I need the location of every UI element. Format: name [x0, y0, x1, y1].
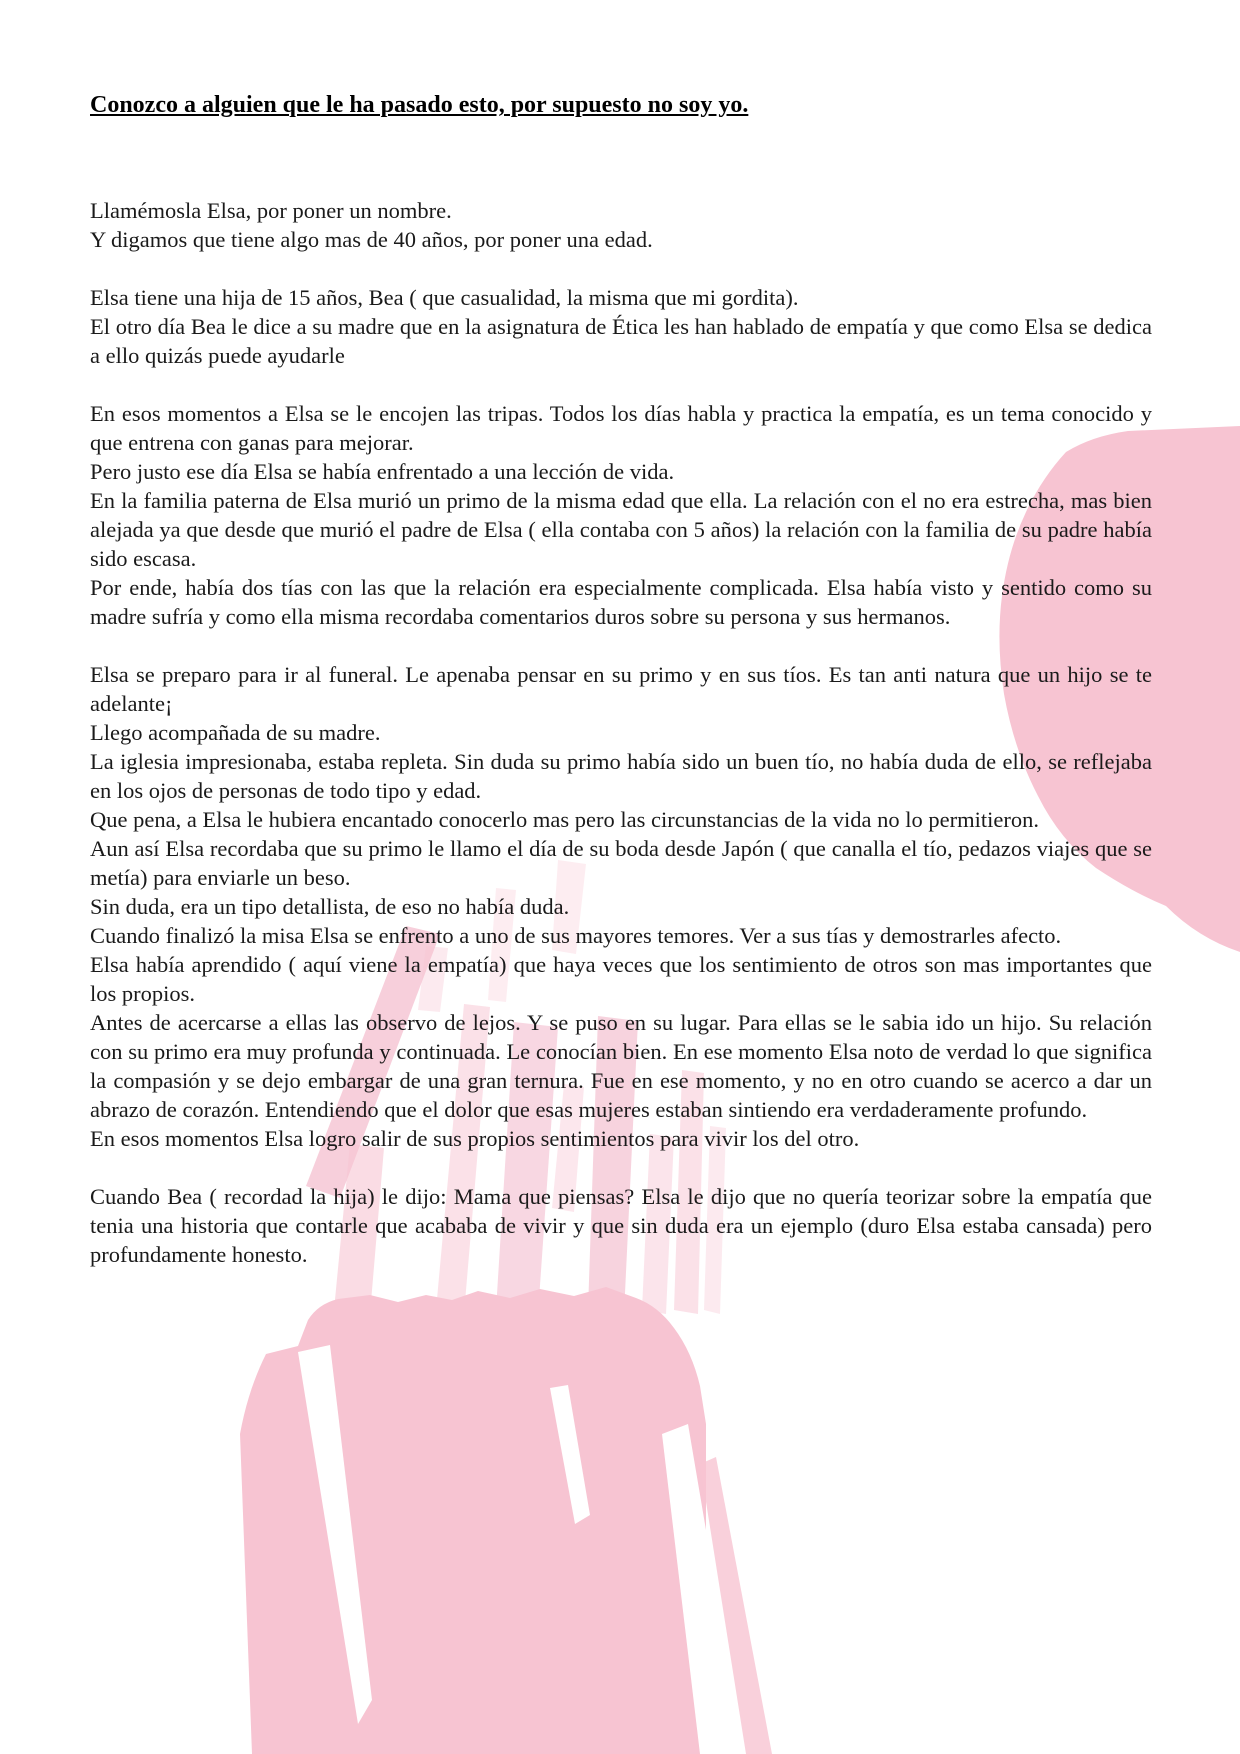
- text-line: Cuando finalizó la misa Elsa se enfrento a uno de sus mayores temores. Ver a sus tías y demostrarles afecto.: [90, 923, 1062, 948]
- text-line: En la familia paterna de Elsa murió un primo de la misma edad que ella. La relación con el no era estrecha, mas bien alejada ya que desde que murió el padre de Elsa ( ella contaba con 5 años) la relación con la familia de su padre había sido escasa.: [90, 488, 1152, 571]
- document-title: Conozco a alguien que le ha pasado esto, por supuesto no soy yo.: [90, 92, 749, 118]
- paragraphs: [90, 196, 1152, 1269]
- text-line: Cuando Bea ( recordad la hija) le dijo: Mama que piensas? Elsa le dijo que no quería teorizar sobre la empatía que tenia una historia que contarle que acababa de vivir y que sin duda era un ejemplo (duro Elsa estaba cansada) pero profundamente honesto.: [90, 1184, 1152, 1267]
- text-line: Elsa había aprendido ( aquí viene la empatía) que haya veces que los sentimiento de otros son mas importantes que los propios.: [90, 952, 1152, 1006]
- text-line: Llego acompañada de su madre.: [90, 720, 381, 745]
- text-line: Y digamos que tiene algo mas de 40 años, por poner una edad.: [90, 227, 653, 252]
- text-line: Pero justo ese día Elsa se había enfrentado a una lección de vida.: [90, 459, 675, 484]
- text-line: Elsa se preparo para ir al funeral. Le apenaba pensar en su primo y en sus tíos. Es tan anti natura que un hijo se te adelante¡: [90, 662, 1152, 716]
- paragraph: [90, 196, 1152, 254]
- paragraph: [90, 399, 1152, 631]
- text-line: El otro día Bea le dice a su madre que en la asignatura de Ética les han hablado de empatía y que como Elsa se dedica a ello quizás puede ayudarle: [90, 314, 1152, 368]
- text-line: Llamémosla Elsa, por poner un nombre.: [90, 198, 452, 223]
- text-line: Aun así Elsa recordaba que su primo le llamo el día de su boda desde Japón ( que canalla el tío, pedazos viajes que se metía) para enviarle un beso.: [90, 836, 1152, 890]
- text-line: La iglesia impresionaba, estaba repleta. Sin duda su primo había sido un buen tío, no había duda de ello, se reflejaba en los ojos de personas de todo tipo y edad.: [90, 749, 1152, 803]
- text-line: En esos momentos Elsa logro salir de sus propios sentimientos para vivir los del otro.: [90, 1126, 860, 1151]
- text-line: Elsa tiene una hija de 15 años, Bea ( que casualidad, la misma que mi gordita).: [90, 285, 799, 310]
- text-line: Que pena, a Elsa le hubiera encantado conocerlo mas pero las circunstancias de la vida no lo permitieron.: [90, 807, 1039, 832]
- paragraph: [90, 283, 1152, 370]
- text-line: En esos momentos a Elsa se le encojen las tripas. Todos los días habla y practica la empatía, es un tema conocido y que entrena con ganas para mejorar.: [90, 401, 1152, 455]
- text-line: Sin duda, era un tipo detallista, de eso no había duda.: [90, 894, 570, 919]
- document-content: [90, 90, 1152, 1298]
- text-line: Antes de acercarse a ellas las observo de lejos. Y se puso en su lugar. Para ellas se le sabia ido un hijo. Su relación con su primo era muy profunda y continuada. Le conocían bien. En ese momento Elsa noto de verdad lo que significa la compasión y se dejo embargar de una gran ternura. Fue en ese momento, y no en otro cuando se acerco a dar un abrazo de corazón. Entendiendo que el dolor que esas mujeres estaban sintiendo era verdaderamente profundo.: [90, 1010, 1152, 1122]
- text-line: Por ende, había dos tías con las que la relación era especialmente complicada. Elsa había visto y sentido como su madre sufría y como ella misma recordaba comentarios duros sobre su persona y sus hermanos.: [90, 575, 1152, 629]
- paragraph: [90, 1182, 1152, 1269]
- watercolor-mass-bottom: [240, 1287, 772, 1754]
- paragraph: [90, 660, 1152, 1153]
